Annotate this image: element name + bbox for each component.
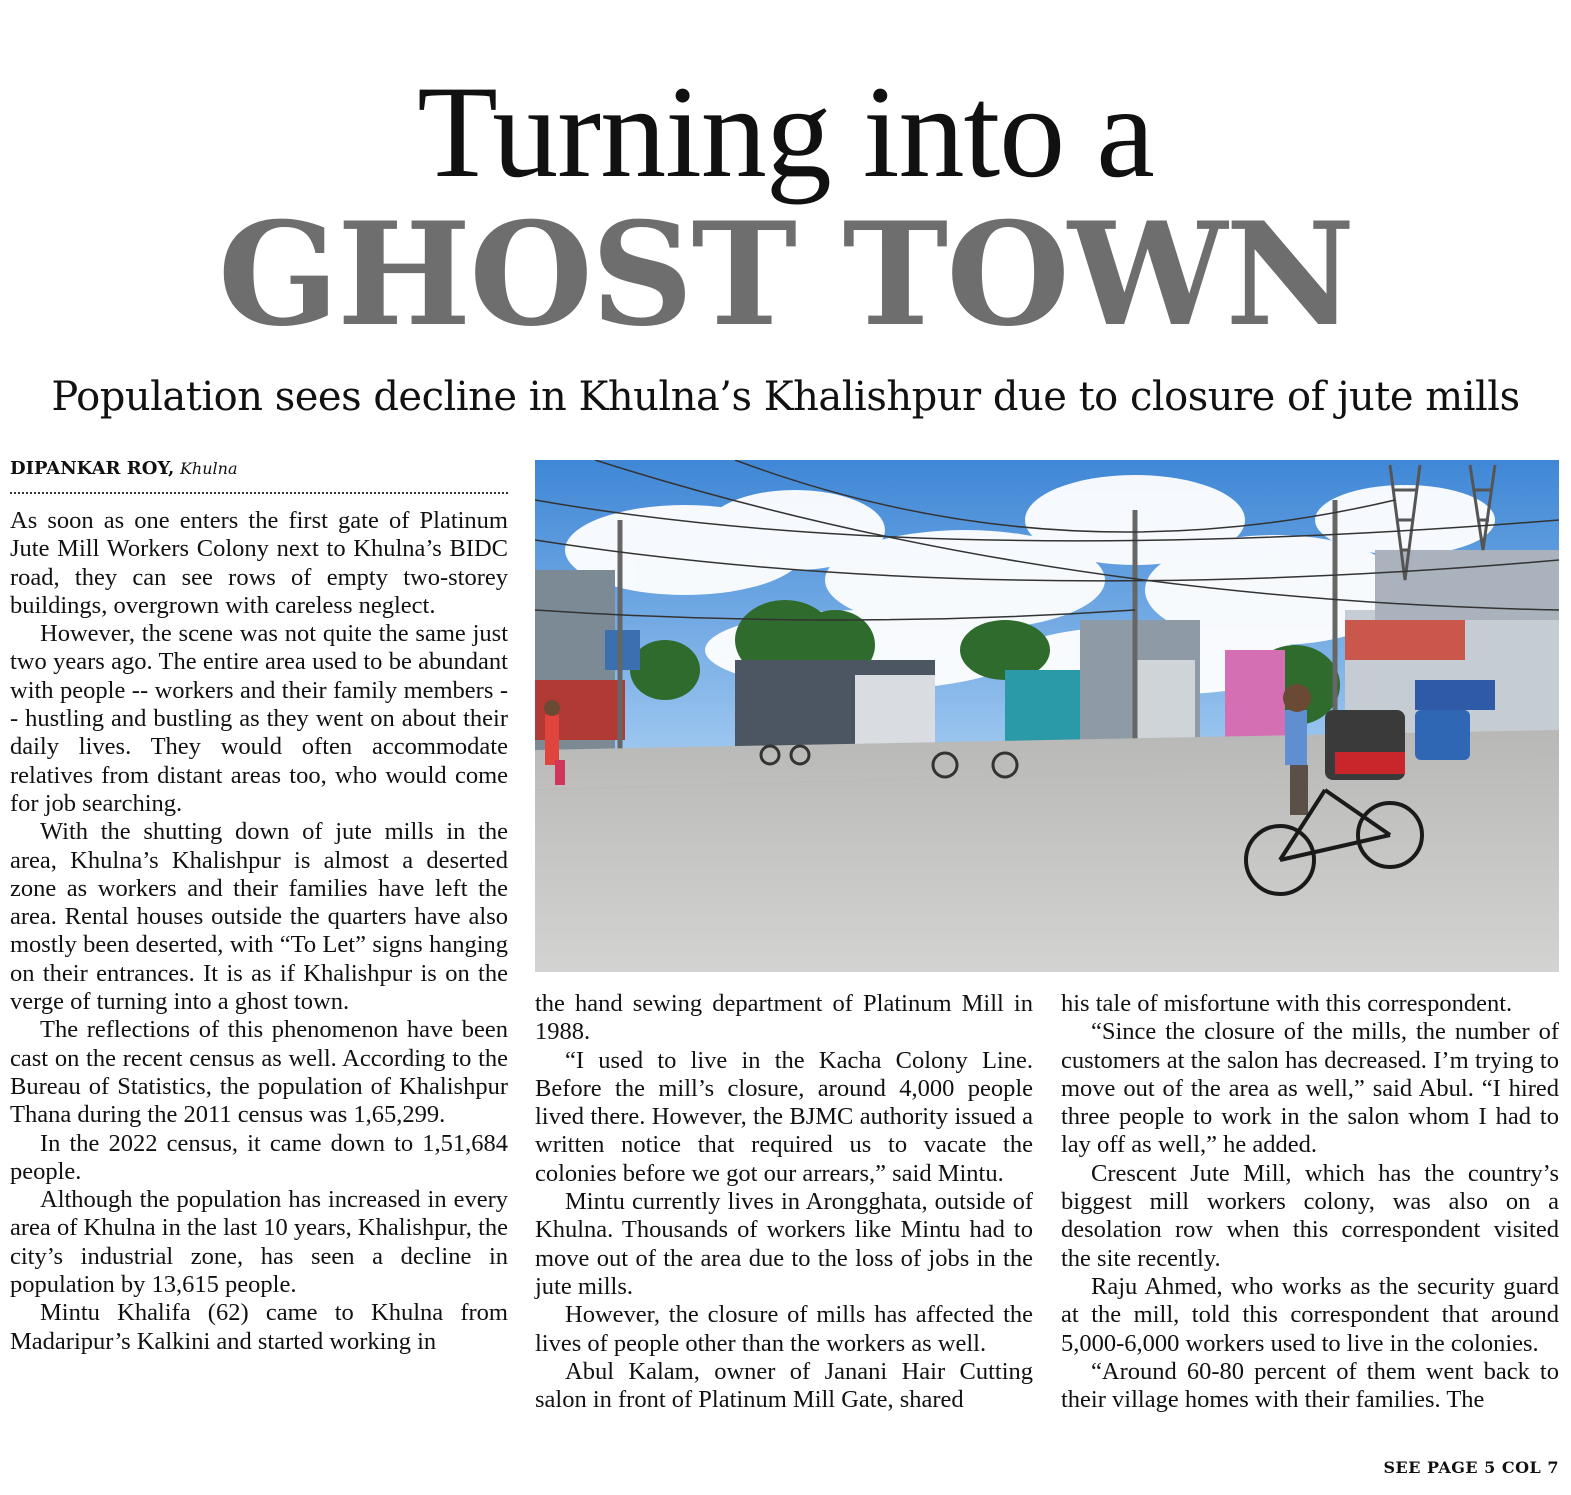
byline-name: DIPANKAR ROY, (10, 458, 175, 479)
article-column-1 (10, 507, 508, 1356)
paragraph: However, the scene was not quite the same just two years ago. The entire area used to be abundant with people -- workers and their family members -- hustling and bustling as they went on about their daily lives. They would often accommodate relatives from distant areas too, who would come for job searching. (10, 620, 508, 817)
article-column-3 (1061, 990, 1559, 1414)
paragraph: As soon as one enters the first gate of Platinum Jute Mill Workers Colony next to Khulna’s BIDC road, they can see rows of empty two-storey buildings, overgrown with careless neglect. (10, 507, 508, 619)
paragraph: Mintu currently lives in Arongghata, outside of Khulna. Thousands of workers like Mintu had to move out of the area due to the loss of jobs in the jute mills. (535, 1188, 1033, 1300)
headline-line-2: GHOST TOWN (217, 192, 1354, 358)
article-column-2 (535, 990, 1033, 1414)
paragraph: the hand sewing department of Platinum Mill in 1988. (535, 990, 1033, 1046)
paragraph: The reflections of this phenomenon have been cast on the recent census as well. According to the Bureau of Statistics, the population of Khalishpur Thana during the 2011 census was 1,65,299. (10, 1016, 508, 1129)
paragraph: Abul Kalam, owner of Janani Hair Cutting salon in front of Platinum Mill Gate, shared (535, 1357, 1033, 1414)
byline-divider (10, 492, 508, 494)
byline (10, 458, 508, 480)
paragraph: “Since the closure of the mills, the number of customers at the salon has decreased. I’m trying to move out of the area as well,” said Abul. “I hired three people to work in the salon whom I had to lay off as well,” he added. (1061, 1018, 1559, 1159)
paragraph: “Around 60-80 percent of them went back to their village homes with their families. The (1061, 1357, 1559, 1414)
byline-place: Khulna (179, 459, 238, 478)
paragraph: Mintu Khalifa (62) came to Khulna from Madaripur’s Kalkini and started working in (10, 1299, 508, 1355)
news-photo-illustration (535, 460, 1559, 972)
paragraph: However, the closure of mills has affected the lives of people other than the workers as well. (535, 1301, 1033, 1357)
paragraph: With the shutting down of jute mills in the area, Khulna’s Khalishpur is almost a deserted zone as workers and their families have left the area. Rental houses outside the quarters have also mostly been deserted, with “To Let” signs hanging on their entrances. It is as if Khalishpur is on the verge of turning into a ghost town. (10, 818, 508, 1016)
paragraph: In the 2022 census, it came down to 1,51,684 people. (10, 1129, 508, 1185)
paragraph: his tale of misfortune with this correspondent. (1061, 990, 1513, 1017)
paragraph: “I used to live in the Kacha Colony Line. Before the mill’s closure, around 4,000 people lived there. However, the BJMC authority issued a written notice that required us to vacate the colonies before we got our arrears,” said Mintu. (535, 1046, 1033, 1187)
paragraph: Although the population has increased in every area of Khulna in the last 10 years, Khalishpur, the city’s industrial zone, has seen a decline in population by 13,615 people. (10, 1186, 508, 1299)
headline-line-1: Turning into a (417, 58, 1154, 205)
continuation-jump-line: SEE PAGE 5 COL 7 (1383, 1458, 1559, 1477)
news-photo (535, 460, 1559, 972)
subheadline: Population sees decline in Khulna’s Khalishpur due to closure of jute mills (51, 374, 1520, 420)
paragraph: Raju Ahmed, who works as the security guard at the mill, told this correspondent that around 5,000-6,000 workers used to live in the colonies. (1061, 1272, 1559, 1357)
paragraph: Crescent Jute Mill, which has the country’s biggest mill workers colony, was also on a desolation row when this correspondent visited the site recently. (1061, 1159, 1559, 1272)
